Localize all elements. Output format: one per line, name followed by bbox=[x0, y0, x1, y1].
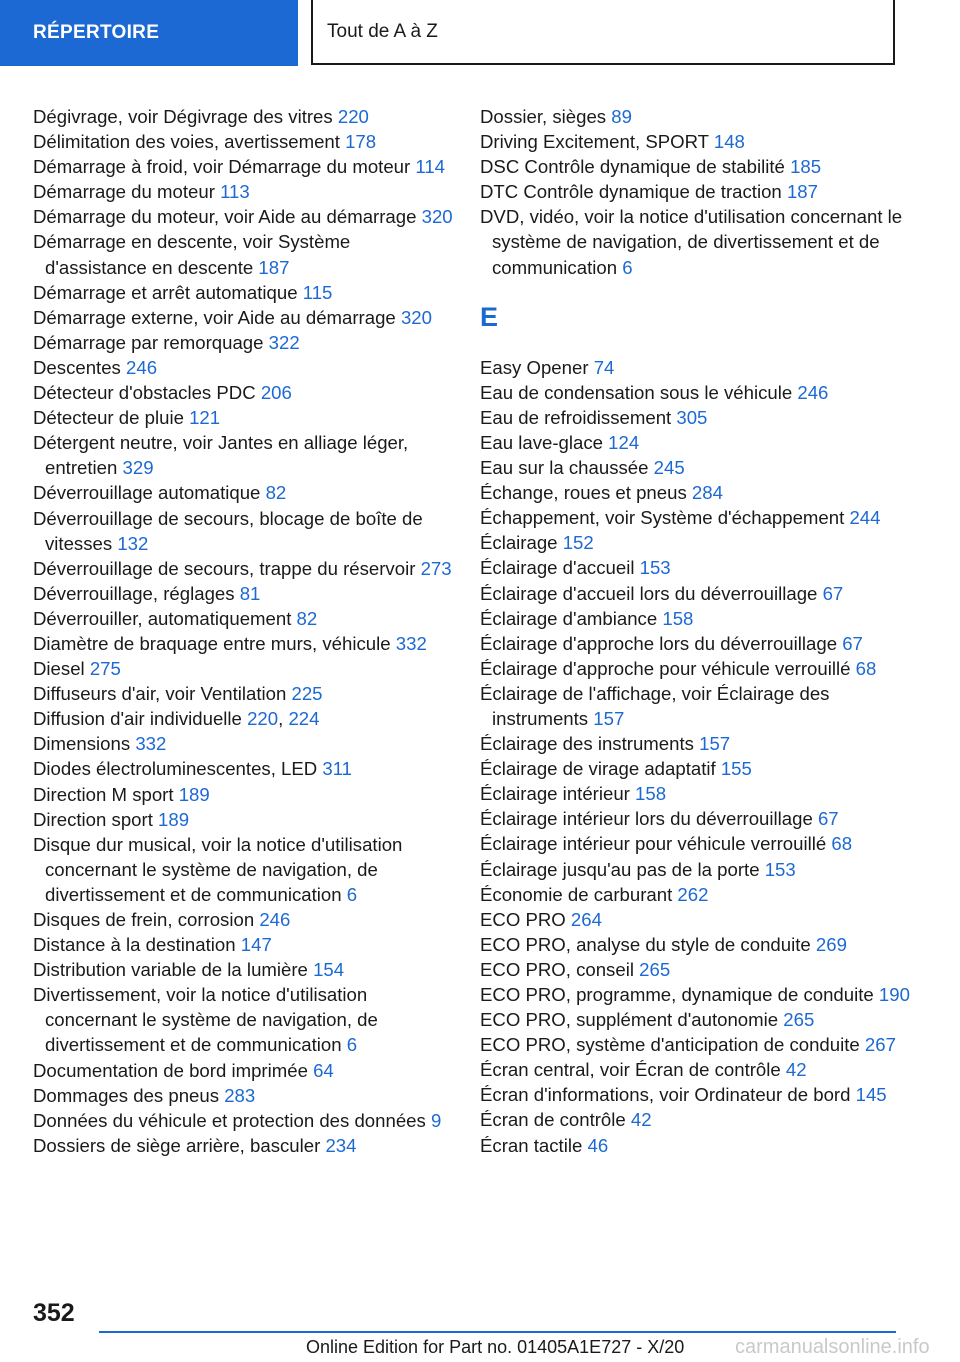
page-reference-link[interactable]: 155 bbox=[720, 758, 752, 780]
index-entry bbox=[33, 957, 453, 982]
index-entry bbox=[33, 1058, 453, 1083]
index-entry-term: DTC Contrôle dynamique de traction bbox=[480, 181, 787, 203]
page-reference-link[interactable]: 283 bbox=[224, 1084, 256, 1106]
page-reference-link[interactable]: 220 bbox=[247, 708, 279, 730]
page-reference-link[interactable]: 67 bbox=[822, 582, 844, 604]
index-entry-term: Détecteur d'obstacles PDC bbox=[33, 382, 261, 404]
index-entry-term: Écran central, voir Écran de contrôle bbox=[480, 1059, 786, 1081]
index-entry bbox=[480, 380, 910, 405]
page-reference-link[interactable]: 145 bbox=[855, 1084, 887, 1106]
index-entry-term: Démarrage et arrêt automatique bbox=[33, 281, 303, 303]
index-entry bbox=[480, 104, 910, 129]
index-entry bbox=[33, 480, 453, 505]
page-reference-link[interactable]: 269 bbox=[815, 933, 847, 955]
index-entry bbox=[33, 631, 453, 656]
index-entry-term: Diamètre de braquage entre murs, véhicule bbox=[33, 632, 396, 654]
index-entry-term: Déverrouillage de secours, blocage de boîte de vitesses bbox=[33, 507, 423, 554]
index-entry-term: Écran de contrôle bbox=[480, 1109, 631, 1131]
index-entry bbox=[480, 606, 910, 631]
index-entry-term: Éclairage intérieur pour véhicule verrouillé bbox=[480, 833, 832, 855]
index-entry bbox=[33, 556, 453, 581]
index-entry-term: Diodes électroluminescentes, LED bbox=[33, 758, 323, 780]
page-reference-link[interactable]: 320 bbox=[400, 306, 432, 328]
index-entry bbox=[33, 380, 453, 405]
index-entry bbox=[480, 455, 910, 480]
index-entry bbox=[33, 681, 453, 706]
index-entry bbox=[480, 756, 910, 781]
page-reference-link[interactable]: 234 bbox=[325, 1134, 357, 1156]
page-reference-link[interactable]: 42 bbox=[630, 1109, 652, 1131]
index-entry-term: Divertissement, voir la notice d'utilisation concernant le système de navigation, de divertissement et de communication bbox=[33, 984, 378, 1056]
index-entry-term: Driving Excitement, SPORT bbox=[480, 131, 714, 153]
page-reference-link[interactable]: 332 bbox=[135, 733, 167, 755]
page-reference-link[interactable]: 157 bbox=[699, 733, 731, 755]
footer-watermark: carmanualsonline.info bbox=[735, 1336, 930, 1358]
index-entry bbox=[480, 957, 910, 982]
page-reference-link[interactable]: 273 bbox=[420, 557, 452, 579]
index-entry bbox=[480, 831, 910, 856]
index-entry-term: Écran tactile bbox=[480, 1134, 588, 1156]
index-entry-term: Démarrage par remorquage bbox=[33, 331, 269, 353]
index-entry-term: ECO PRO, système d'anticipation de conduite bbox=[480, 1034, 865, 1056]
index-entry-term: Diffuseurs d'air, voir Ventilation bbox=[33, 683, 292, 705]
index-entry-term: Éclairage intérieur bbox=[480, 783, 636, 805]
index-entry bbox=[33, 430, 453, 480]
index-entry-term: Écran d'informations, voir Ordinateur de bord bbox=[480, 1084, 856, 1106]
page-reference-link[interactable]: 206 bbox=[260, 382, 292, 404]
page-reference-link[interactable]: 246 bbox=[259, 909, 291, 930]
page-reference-link[interactable]: 264 bbox=[570, 908, 602, 930]
page-reference-link[interactable]: 148 bbox=[713, 131, 745, 153]
index-entry-term: Diesel bbox=[33, 658, 90, 680]
index-entry-term: Eau lave-glace bbox=[480, 431, 609, 453]
page-reference-link[interactable]: 185 bbox=[790, 156, 822, 178]
index-entry-term: Distance à la destination bbox=[33, 934, 241, 956]
index-entry bbox=[480, 882, 910, 907]
page-reference-link[interactable]: 6 bbox=[346, 1034, 358, 1056]
index-entry bbox=[480, 480, 910, 505]
page-reference-link[interactable]: 267 bbox=[864, 1034, 896, 1056]
index-entry bbox=[480, 505, 910, 530]
index-entry bbox=[480, 430, 910, 455]
page-reference-link[interactable]: 224 bbox=[288, 708, 320, 730]
page-reference-link[interactable]: 244 bbox=[849, 507, 881, 529]
index-entry-term: Éclairage d'approche lors du déverrouillage bbox=[480, 632, 843, 654]
page-reference-link[interactable]: 121 bbox=[189, 407, 221, 429]
index-entry bbox=[480, 204, 910, 279]
page-reference-link[interactable]: 154 bbox=[313, 959, 345, 981]
footer-edition: Online Edition for Part no. 01405A1E727 - X/20 bbox=[306, 1337, 685, 1357]
index-entry-term: Données du véhicule et protection des données bbox=[33, 1109, 431, 1131]
page-reference-link[interactable]: 311 bbox=[322, 758, 353, 780]
index-entry bbox=[33, 1083, 453, 1108]
page-reference-link[interactable]: 9 bbox=[430, 1109, 442, 1131]
index-entry bbox=[480, 1057, 910, 1082]
index-entry bbox=[33, 756, 453, 781]
index-entry bbox=[33, 280, 453, 305]
index-entry-term: Dimensions bbox=[33, 733, 136, 755]
index-entry-term: Éclairage d'approche pour véhicule verrouillé bbox=[480, 657, 856, 679]
page-reference-link[interactable]: 124 bbox=[608, 431, 640, 453]
page-reference-link[interactable]: 220 bbox=[337, 106, 369, 127]
page-reference-link[interactable]: 42 bbox=[785, 1059, 807, 1081]
index-entry bbox=[33, 204, 453, 229]
page-reference-link[interactable]: 46 bbox=[587, 1134, 609, 1156]
index-entry bbox=[480, 355, 910, 380]
index-entry-term: Distribution variable de la lumière bbox=[33, 959, 314, 981]
page-reference-link[interactable]: 322 bbox=[268, 331, 300, 353]
page-reference-link[interactable]: 68 bbox=[831, 833, 853, 855]
index-entry bbox=[33, 305, 453, 330]
index-entry-term: Délimitation des voies, avertissement bbox=[33, 131, 346, 153]
page-reference-link[interactable]: 67 bbox=[817, 808, 839, 830]
index-entry bbox=[33, 506, 453, 556]
index-entry: Diffusion d'air individuelle 220, 224 bbox=[33, 708, 320, 730]
index-entry-term: DVD, vidéo, voir la notice d'utilisation concernant le système de navigation, de divertissement et de communication bbox=[480, 206, 903, 278]
index-entry bbox=[33, 355, 453, 380]
index-entry bbox=[480, 907, 910, 932]
index-entry bbox=[480, 1133, 910, 1158]
index-entry-term: Éclairage jusqu'au pas de la porte bbox=[480, 858, 765, 880]
page-reference-link[interactable]: 152 bbox=[562, 532, 594, 554]
index-entry bbox=[480, 731, 910, 756]
page-reference-link[interactable]: 189 bbox=[158, 808, 190, 830]
index-entry bbox=[33, 832, 453, 907]
index-entry bbox=[480, 1082, 910, 1107]
index-entry-term: Démarrage à froid, voir Démarrage du moteur bbox=[33, 156, 416, 178]
page-reference-link[interactable]: 262 bbox=[677, 883, 709, 905]
index-entry-term: Démarrage du moteur bbox=[33, 181, 221, 203]
section-subtitle[interactable]: Tout de A à Z bbox=[311, 0, 895, 65]
index-entry-term: Descentes bbox=[33, 356, 127, 378]
page-number: 352 bbox=[33, 1299, 75, 1327]
index-entry-term: Dossiers de siège arrière, basculer bbox=[33, 1134, 326, 1156]
page-reference-link[interactable]: 114 bbox=[415, 156, 446, 178]
index-entry-term: DSC Contrôle dynamique de stabilité bbox=[480, 156, 791, 178]
index-entry bbox=[33, 229, 453, 279]
page-reference-link[interactable]: 89 bbox=[611, 106, 632, 127]
index-entry bbox=[33, 1108, 453, 1133]
index-entry-term: Échappement, voir Système d'échappement bbox=[480, 507, 850, 529]
index-entry-term: Échange, roues et pneus bbox=[480, 482, 692, 504]
index-entry bbox=[33, 982, 453, 1057]
index-entry bbox=[480, 405, 910, 430]
page-reference-link[interactable]: 68 bbox=[855, 657, 877, 679]
index-entry-term: ECO PRO, conseil bbox=[480, 958, 640, 980]
page-reference-link[interactable]: 265 bbox=[639, 958, 671, 980]
page-reference-link[interactable]: 132 bbox=[117, 532, 149, 554]
index-entry-term: Économie de carburant bbox=[480, 883, 678, 905]
index-entry-term: Eau sur la chaussée bbox=[480, 457, 654, 479]
index-entry-term: Éclairage de l'affichage, voir Éclairage des instruments bbox=[480, 682, 830, 729]
index-column-left bbox=[33, 104, 453, 1158]
index-entry-term: ECO PRO bbox=[480, 908, 571, 930]
page-reference-link[interactable]: 225 bbox=[291, 683, 323, 705]
page-reference-link[interactable]: 153 bbox=[639, 557, 671, 579]
page-reference-link[interactable]: 74 bbox=[593, 356, 615, 378]
page-reference-link[interactable]: 246 bbox=[126, 356, 158, 378]
page-reference-link[interactable]: 332 bbox=[395, 632, 427, 654]
index-entry bbox=[33, 907, 453, 932]
index-entry bbox=[33, 807, 453, 832]
index-entry-term: Éclairage des instruments bbox=[480, 733, 700, 755]
index-entry bbox=[33, 782, 453, 807]
index-group-d bbox=[480, 104, 910, 280]
page-reference-link[interactable]: 67 bbox=[842, 632, 863, 654]
page-reference-link[interactable]: 265 bbox=[783, 1009, 815, 1031]
index-entry-term: Documentation de bord imprimée bbox=[33, 1059, 314, 1081]
index-entry-term: Déverrouillage de secours, trappe du réservoir bbox=[33, 557, 421, 579]
index-entry-term: Détecteur de pluie bbox=[33, 407, 190, 429]
index-entry bbox=[480, 1032, 910, 1057]
index-entry bbox=[480, 129, 910, 154]
page-reference-link[interactable]: 305 bbox=[676, 406, 708, 428]
index-entry-term: Eau de condensation sous le véhicule bbox=[480, 381, 798, 403]
index-entry bbox=[33, 606, 453, 631]
index-entry-term: Éclairage d'accueil lors du déverrouillage bbox=[480, 582, 823, 604]
index-column-right bbox=[480, 104, 910, 1158]
page-reference-link[interactable]: 113 bbox=[220, 181, 250, 203]
page-reference-link[interactable]: 158 bbox=[635, 783, 667, 805]
page-reference-link[interactable]: 189 bbox=[178, 783, 210, 805]
index-entry-term: Démarrage externe, voir Aide au démarrage bbox=[33, 306, 401, 328]
page-reference-link[interactable]: 147 bbox=[240, 934, 272, 956]
page-reference-link[interactable]: 245 bbox=[653, 457, 685, 479]
index-entry-term: Dommages des pneus bbox=[33, 1084, 225, 1106]
index-entry bbox=[33, 129, 453, 154]
index-entry-term: ECO PRO, programme, dynamique de conduite bbox=[480, 984, 879, 1005]
page-reference-link[interactable]: 82 bbox=[296, 607, 318, 629]
index-entry-term: Déverrouillage automatique bbox=[33, 482, 266, 504]
index-entry bbox=[480, 982, 910, 1007]
index-entry-term: Éclairage de virage adaptatif bbox=[480, 758, 721, 780]
page-reference-link[interactable]: 187 bbox=[786, 181, 818, 203]
section-tab[interactable]: RÉPERTOIRE bbox=[0, 0, 298, 66]
page-reference-link[interactable]: 6 bbox=[622, 256, 633, 278]
page-reference-link[interactable]: 275 bbox=[89, 658, 121, 680]
index-entry bbox=[33, 731, 453, 756]
index-entry-term: Éclairage intérieur lors du déverrouillage bbox=[480, 808, 818, 830]
index-entry-term: Démarrage du moteur, voir Aide au démarrage bbox=[33, 206, 422, 228]
index-entry-term: Déverrouillage, réglages bbox=[33, 582, 240, 604]
page-reference-link[interactable]: 6 bbox=[346, 883, 358, 905]
index-entry bbox=[480, 806, 910, 831]
page-reference-link[interactable]: 246 bbox=[797, 381, 829, 403]
index-entry-term: Démarrage en descente, voir Système d'assistance en descente bbox=[33, 231, 351, 278]
index-entry bbox=[33, 330, 453, 355]
index-entry-term: Eau de refroidissement bbox=[480, 406, 677, 428]
index-entry bbox=[33, 179, 453, 204]
index-entry bbox=[480, 932, 910, 957]
page-reference-link[interactable]: 153 bbox=[764, 858, 796, 880]
index-entry bbox=[33, 581, 453, 606]
page-reference-link[interactable]: 64 bbox=[313, 1059, 334, 1081]
index-entry bbox=[480, 581, 910, 606]
index-entry bbox=[480, 656, 910, 681]
index-entry-term: Easy Opener bbox=[480, 356, 594, 378]
index-entry bbox=[480, 781, 910, 806]
index-entry-term: Dossier, sièges bbox=[480, 106, 612, 127]
index-entry bbox=[480, 530, 910, 555]
page-reference-link[interactable]: 178 bbox=[345, 131, 377, 153]
index-entry-term: ECO PRO, analyse du style de conduite bbox=[480, 933, 816, 955]
page-reference-link[interactable]: 81 bbox=[239, 582, 261, 604]
footer-divider bbox=[99, 1331, 896, 1333]
index-entry bbox=[33, 932, 453, 957]
index-entry bbox=[480, 179, 910, 204]
page-reference-link[interactable]: 82 bbox=[265, 482, 287, 504]
index-entry bbox=[480, 631, 910, 656]
page-reference-link[interactable]: 320 bbox=[421, 206, 453, 228]
page-reference-link[interactable]: 157 bbox=[593, 707, 625, 729]
index-entry-term: Diffusion d'air individuelle bbox=[33, 708, 248, 730]
index-entry bbox=[480, 857, 910, 882]
index-entry bbox=[480, 154, 910, 179]
index-entry bbox=[33, 1133, 453, 1158]
page-reference-link[interactable]: 158 bbox=[662, 607, 694, 629]
index-entry-term: Éclairage d'ambiance bbox=[480, 607, 663, 629]
index-entry bbox=[480, 555, 910, 580]
index-entry-term: Éclairage d'accueil bbox=[480, 557, 640, 579]
index-entry-term: Détergent neutre, voir Jantes en alliage léger, entretien bbox=[33, 432, 409, 479]
index-letter-heading: E bbox=[480, 301, 499, 332]
index-entry-term: Éclairage bbox=[480, 532, 563, 554]
index-entry bbox=[33, 656, 453, 681]
index-entry-term: Direction sport bbox=[33, 808, 159, 830]
page-reference-link[interactable]: 284 bbox=[691, 482, 723, 504]
index-entry bbox=[33, 154, 453, 179]
index-entry-term: Disque dur musical, voir la notice d'utilisation concernant le système de navigation, de divertissement et de communication bbox=[33, 833, 403, 905]
page-reference-link[interactable]: 115 bbox=[302, 281, 333, 303]
index-entry-term: Déverrouiller, automatiquement bbox=[33, 607, 297, 629]
index-entry bbox=[480, 1007, 910, 1032]
page-reference-link[interactable]: 329 bbox=[122, 457, 154, 479]
page-header bbox=[0, 0, 960, 66]
index-group-e bbox=[480, 355, 910, 1158]
index-entry bbox=[480, 1107, 910, 1132]
index-entry bbox=[480, 681, 910, 731]
page-reference-link[interactable]: 187 bbox=[258, 256, 290, 278]
index-entry bbox=[33, 405, 453, 430]
index-entry-term: Direction M sport bbox=[33, 783, 179, 805]
index-entry-term: Disques de frein, corrosion bbox=[33, 909, 260, 930]
index-entry-term: ECO PRO, supplément d'autonomie bbox=[480, 1009, 784, 1031]
index-entry bbox=[33, 104, 453, 129]
page-reference-link[interactable]: 190 bbox=[878, 984, 910, 1005]
index-entry-term: Dégivrage, voir Dégivrage des vitres bbox=[33, 106, 338, 127]
